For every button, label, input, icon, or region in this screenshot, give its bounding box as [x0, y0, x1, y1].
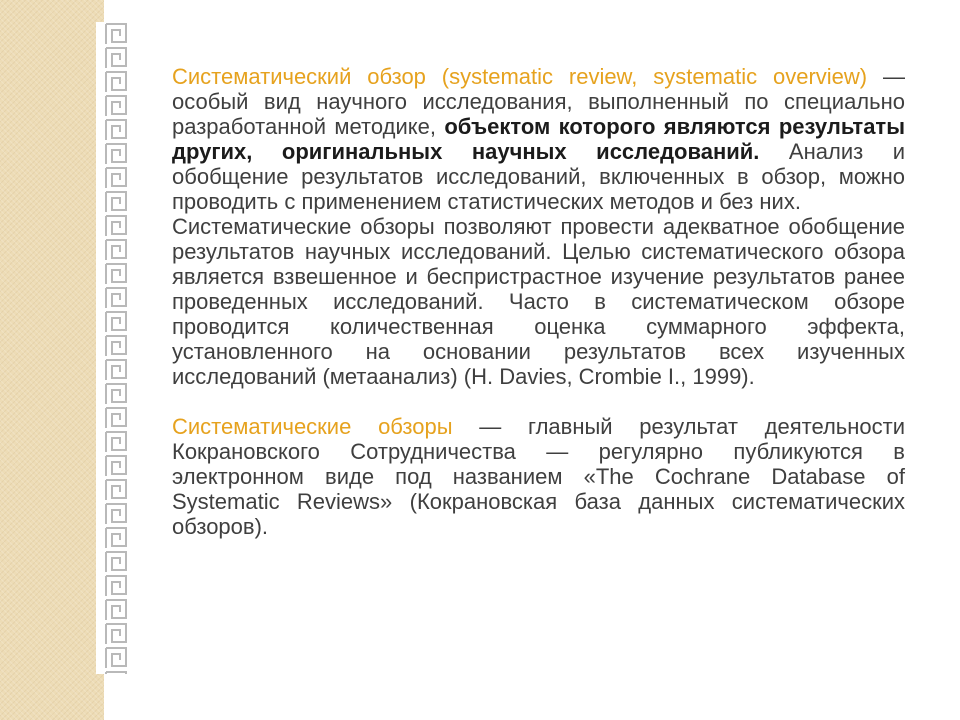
slide-text: [172, 64, 905, 539]
definition-text-continued: Анализ и обобщение результатов исследований, включенных в обзор, можно проводить с применением статистических методов и без них.: [172, 139, 905, 214]
definition-emphasis: объектом которого являются результаты других, оригинальных научных исследований.: [172, 114, 905, 164]
paragraph-definition: [172, 64, 905, 214]
cochrane-text: — главный результат деятельности Кокрановского Сотрудничества — регулярно публикуются в электронном виде под названием «The Cochrane Database of Systematic Reviews» (Кокрановская база данных систематических обзоров).: [172, 414, 905, 539]
definition-text: — особый вид научного исследования, выполненный по специально разработанной методике,: [172, 64, 905, 139]
paragraph-purpose: Систематические обзоры позволяют провести адекватное обобщение результатов научных исследований. Целью систематического обзора является взвешенное и беспристрастное изучение результатов ранее проведенных исследований. Часто в систематическом обзоре проводится количественная оценка суммарного эффекта, установленного на основании результатов всех изученных исследований (метаанализ) (H. Davies, Crombie I., 1999).: [172, 214, 905, 389]
decorative-side-band: [0, 0, 104, 720]
paragraph-cochrane: [172, 414, 905, 539]
term-systematic-review: Систематический обзор (systematic review, systematic overview): [172, 64, 868, 89]
term-systematic-reviews: Систематические обзоры: [172, 414, 453, 439]
greek-key-border: [96, 22, 136, 674]
